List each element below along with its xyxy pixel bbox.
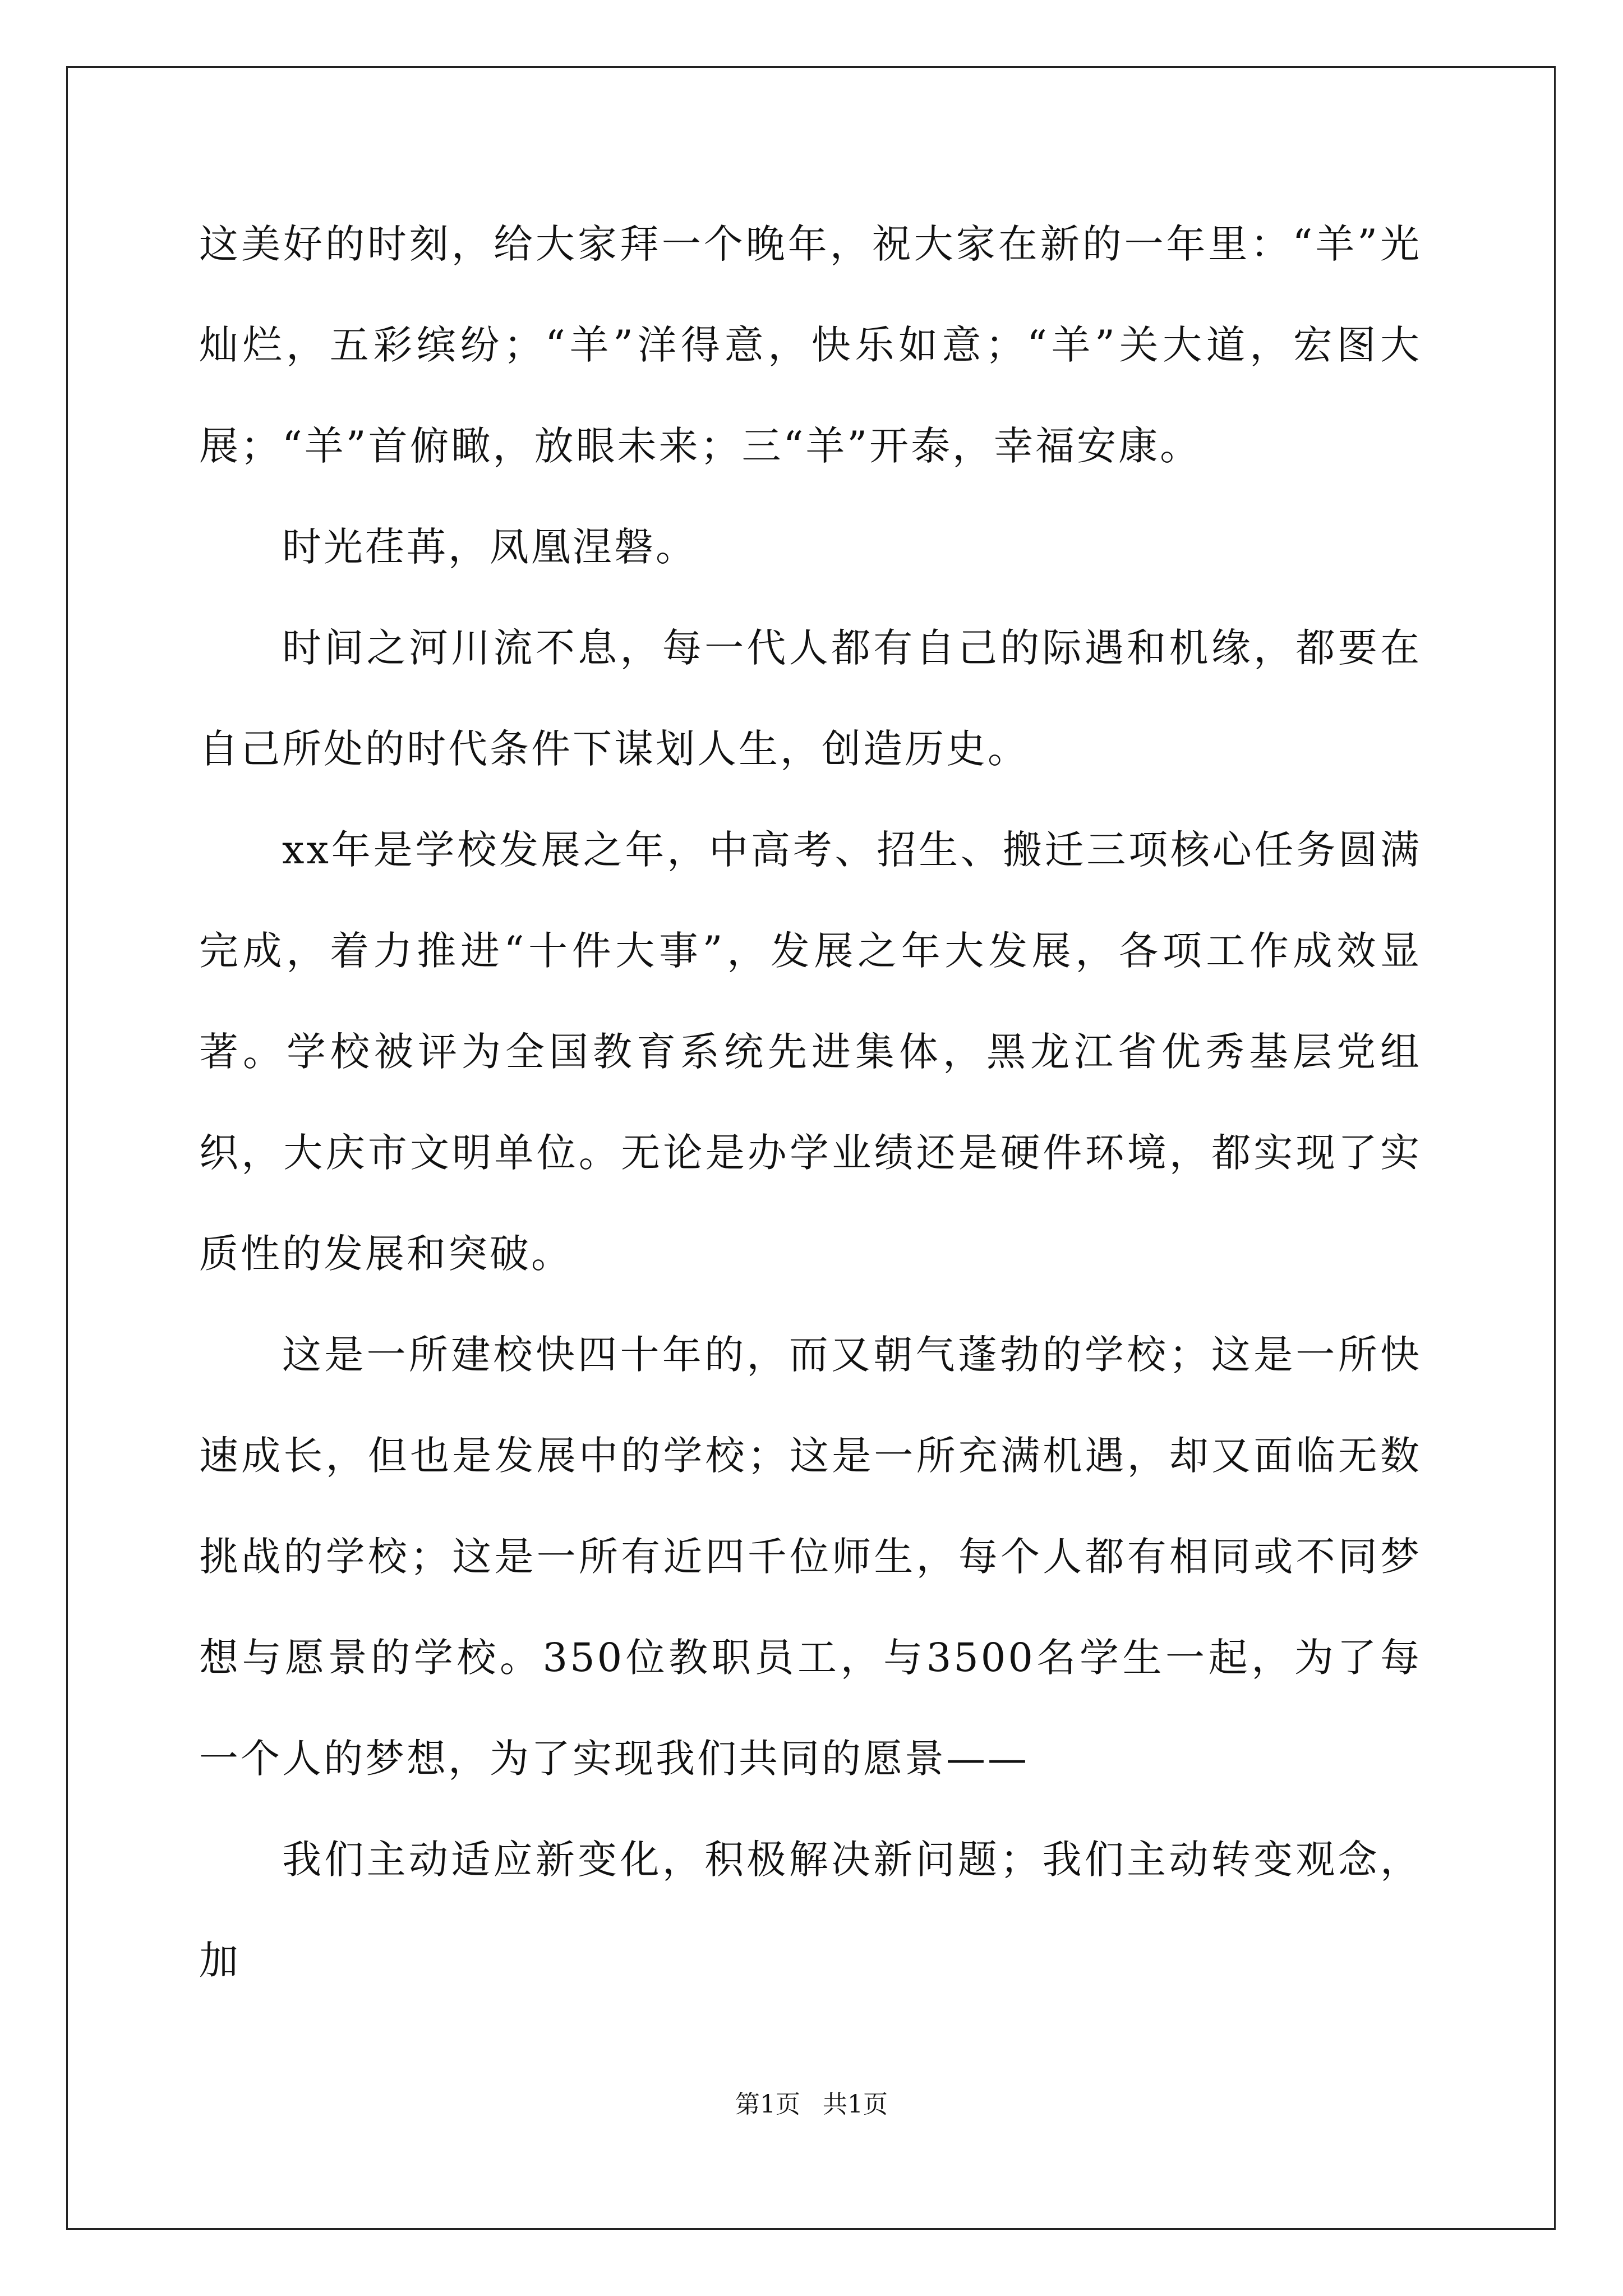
document-body — [199, 194, 1422, 2011]
page-footer — [0, 2088, 1623, 2122]
paragraph: 时光荏苒，凤凰涅磐。 — [282, 524, 697, 570]
paragraph: 我们主动适应新变化，积极解决新问题；我们主动转变观念，加 — [199, 1837, 1422, 1984]
paragraph: xx年是学校发展之年，中高考、招生、搬迁三项核心任务圆满完成，着力推进“十件大事”，发展之年大发展，各项工作成效显著。学校被评为全国教育系统先进集体，黑龙江省优秀基层党组织，大庆市文明单位。无论是办学业绩还是硬件环境，都实现了实质性的发展和突破。 — [199, 827, 1422, 1277]
page-total: 共1页 — [823, 2090, 888, 2119]
paragraph: 这是一所建校快四十年的，而又朝气蓬勃的学校；这是一所快速成长，但也是发展中的学校；这是一所充满机遇，却又面临无数挑战的学校；这是一所有近四千位师生，每个人都有相同或不同梦想与愿景的学校。350位教职员工，与3500名学生一起，为了每一个人的梦想，为了实现我们共同的愿景—— — [199, 1332, 1422, 1782]
paragraph: 时间之河川流不息，每一代人都有自己的际遇和机缘，都要在自己所处的时代条件下谋划人生，创造历史。 — [199, 625, 1422, 772]
paragraph: 这美好的时刻，给大家拜一个晚年，祝大家在新的一年里：“羊”光灿烂，五彩缤纷；“羊”洋得意，快乐如意；“羊”关大道，宏图大展；“羊”首俯瞰，放眼未来；三“羊”开泰，幸福安康。 — [199, 221, 1422, 469]
page-number: 第1页 — [735, 2090, 800, 2119]
